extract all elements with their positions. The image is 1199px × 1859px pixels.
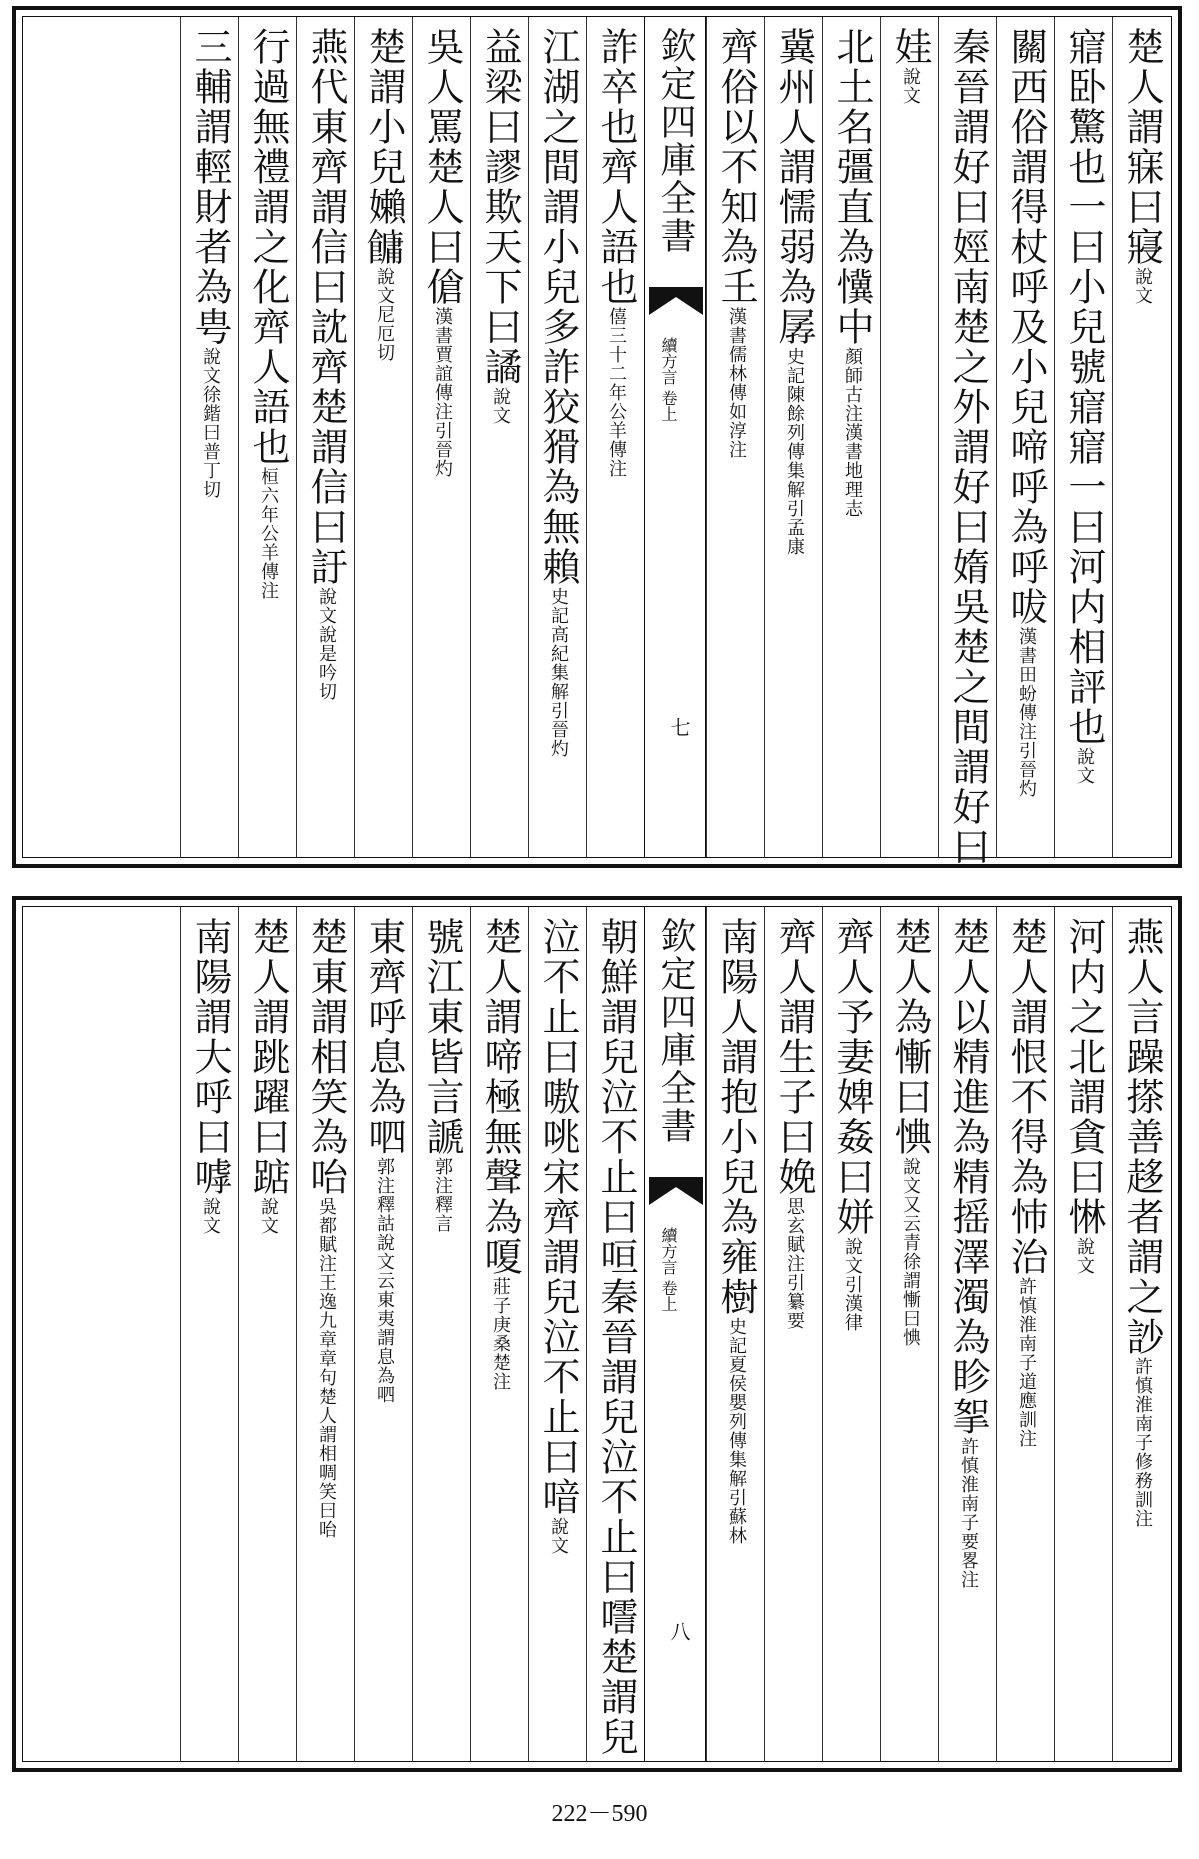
text-column	[238, 17, 296, 857]
column-text	[1061, 917, 1106, 1275]
column-text	[303, 27, 348, 701]
text-column	[764, 17, 822, 857]
text-column	[528, 907, 586, 1761]
main-text: 益梁曰謬欺天下曰譎	[478, 27, 522, 387]
annotation-note: 說文	[490, 387, 511, 425]
text-column	[296, 17, 354, 857]
text-column	[412, 907, 470, 1761]
annotation-note: 莊子庚桑楚注	[490, 1277, 511, 1391]
text-column	[586, 907, 644, 1761]
text-column	[180, 17, 238, 857]
center-margin-column	[644, 907, 706, 1761]
text-column	[470, 17, 528, 857]
annotation-note: 說文	[1074, 747, 1095, 785]
main-text: 楚謂小兒嬾𩞋	[362, 27, 406, 267]
main-text: 楚人為慚曰㥏	[888, 917, 932, 1157]
main-text: 楚人謂寐曰寢	[1120, 27, 1164, 267]
text-column	[180, 907, 238, 1761]
main-text: 齊俗以不知為𡈼	[714, 27, 758, 307]
text-column	[938, 907, 996, 1761]
text-column	[706, 17, 764, 857]
annotation-note: 漢書賈誼傳注引晉灼	[432, 307, 453, 478]
main-text: 朝鮮謂兒泣不止曰咺秦晉謂兒泣不止曰㘊楚謂兒	[594, 917, 638, 1757]
juan-label: 續方言 卷上	[659, 337, 678, 423]
column-text	[713, 27, 758, 459]
annotation-note: 說文說是吟切	[316, 587, 337, 701]
main-text: 河内之北謂貪曰惏	[1062, 917, 1106, 1237]
column-text	[1119, 27, 1164, 305]
column-text	[361, 27, 406, 362]
annotation-note: 漢書儒林傳如淳注	[726, 307, 747, 459]
main-text: 楚人謂啼極無聲為嗄	[478, 917, 522, 1277]
fishtail-mark-icon	[649, 287, 703, 317]
text-column	[1112, 907, 1170, 1761]
main-text: 吳人罵楚人曰傖	[420, 27, 464, 307]
annotation-note: 說文	[1074, 1237, 1095, 1275]
column-text	[713, 917, 758, 1545]
column-text	[1003, 917, 1048, 1448]
column-text	[593, 917, 638, 1757]
text-column	[996, 17, 1054, 857]
annotation-note: 說文又云青徐謂慚曰㥏	[900, 1157, 921, 1347]
column-text	[187, 917, 232, 1235]
main-text: 東齊呼息為呬	[362, 917, 406, 1157]
main-text: 娃	[888, 27, 932, 67]
bottom-page-frame	[22, 906, 1172, 1762]
main-text: 泣不止曰嗷咷宋齊謂兒泣不止曰喑	[536, 917, 580, 1517]
column-text	[187, 27, 232, 499]
main-text: 楚人謂跳躍曰踮	[246, 917, 290, 1197]
main-text: 江湖之間謂小兒多詐狡猾為無賴	[536, 27, 580, 587]
leaf-number: 八	[667, 1621, 691, 1641]
top-page-frame	[22, 16, 1172, 867]
text-column	[880, 907, 938, 1761]
column-text	[1003, 27, 1048, 798]
column-text	[1119, 917, 1164, 1528]
main-text: 楚人謂恨不得為㤄治	[1004, 917, 1048, 1277]
annotation-note: 史記高紀集解引晉灼	[548, 587, 569, 758]
main-text: 號江東皆言謕	[420, 917, 464, 1157]
text-column	[528, 17, 586, 857]
book-title-header: 欽定四庫全書	[655, 27, 696, 255]
column-text	[303, 917, 348, 1539]
column-text	[477, 917, 522, 1391]
text-column	[412, 17, 470, 857]
leaf-number: 七	[667, 717, 691, 737]
text-column	[1054, 17, 1112, 857]
main-text: 燕人言躁搽善趍者謂之訬	[1120, 917, 1164, 1357]
column-text	[829, 917, 874, 1332]
page-code: 222－590	[551, 1801, 648, 1827]
column-text	[829, 27, 874, 518]
annotation-note: 說文尼厄切	[374, 267, 395, 362]
annotation-note: 史記陳餘列傳集解引孟康	[784, 347, 805, 556]
main-text: 齊人予妻婢姦曰姘	[830, 917, 874, 1237]
text-column	[354, 907, 412, 1761]
annotation-note: 說文	[258, 1197, 279, 1235]
column-text	[771, 27, 816, 556]
annotation-note: 說文	[548, 1517, 569, 1555]
column-text	[945, 27, 990, 867]
column-text	[593, 27, 638, 478]
annotation-note: 郭注釋言	[432, 1157, 453, 1233]
annotation-note: 說文徐鍇曰普丁切	[200, 347, 221, 499]
main-text: 三輔謂輕財者為甹	[188, 27, 232, 347]
annotation-note: 思玄賦注引纂要	[784, 1197, 805, 1330]
annotation-note: 僖三十二年公羊傳注	[606, 307, 627, 478]
annotation-note: 說文	[900, 67, 921, 105]
juan-label: 續方言 卷上	[659, 1227, 678, 1313]
annotation-note: 漢書田蚡傳注引晉灼	[1016, 627, 1037, 798]
book-title-header: 欽定四庫全書	[655, 917, 696, 1145]
top-page	[12, 6, 1182, 868]
column-text	[535, 917, 580, 1555]
column-text	[887, 917, 932, 1347]
annotation-note: 許慎淮南子修務訓注	[1132, 1357, 1153, 1528]
column-text	[771, 917, 816, 1330]
annotation-note: 說文引漢律	[842, 1237, 863, 1332]
main-text: 南陽謂大呼曰嘑	[188, 917, 232, 1197]
main-text: 齊人謂生子曰娩	[772, 917, 816, 1197]
main-text: 寣卧驚也一曰小兒號寣寣一曰河内相評也	[1062, 27, 1106, 747]
column-text	[245, 27, 290, 600]
main-text: 詐卒也齊人語也	[594, 27, 638, 307]
fishtail-mark-icon	[649, 1177, 703, 1207]
column-text	[945, 917, 990, 1589]
annotation-note: 說文	[200, 1197, 221, 1235]
column-text	[419, 917, 464, 1233]
text-column	[764, 907, 822, 1761]
column-text	[1061, 27, 1106, 785]
text-column	[1112, 17, 1170, 857]
annotation-note: 說文	[1132, 267, 1153, 305]
column-text	[477, 27, 522, 425]
text-column	[354, 17, 412, 857]
column-text	[887, 27, 932, 105]
text-column	[822, 907, 880, 1761]
text-column	[586, 17, 644, 857]
center-margin-column	[644, 17, 706, 857]
column-text	[361, 917, 406, 1404]
annotation-note: 桓六年公羊傳注	[258, 467, 279, 600]
annotation-note: 顏師古注漢書地理志	[842, 347, 863, 518]
main-text: 楚東謂相笑為咍	[304, 917, 348, 1197]
column-text	[245, 917, 290, 1235]
main-text: 行過無禮謂之化齊人語也	[246, 27, 290, 467]
text-column	[706, 907, 764, 1761]
text-column	[470, 907, 528, 1761]
main-text: 北土名彊直為懻中	[830, 27, 874, 347]
text-column	[938, 17, 996, 867]
main-text: 南陽人謂抱小兒為雍樹	[714, 917, 758, 1317]
annotation-note: 許慎淮南子道應訓注	[1016, 1277, 1037, 1448]
main-text: 燕代東齊謂信曰訦齊楚謂信曰訏	[304, 27, 348, 587]
annotation-note: 史記夏侯嬰列傳集解引蘇林	[726, 1317, 747, 1545]
text-column	[822, 17, 880, 857]
main-text: 楚人以精進為精摇澤濁為眕挐	[946, 917, 990, 1437]
main-text: 關西俗謂得杖呼及小兒啼呼為呼㕹	[1004, 27, 1048, 627]
main-text: 秦晉謂好曰娙南楚之外謂好曰媠吳楚之間謂好曰	[946, 27, 990, 867]
column-text	[535, 27, 580, 758]
text-column	[238, 907, 296, 1761]
text-column	[1054, 907, 1112, 1761]
bottom-page	[12, 896, 1182, 1772]
main-text: 冀州人謂懦弱為孱	[772, 27, 816, 347]
column-text	[419, 27, 464, 478]
text-column	[996, 907, 1054, 1761]
text-column	[296, 907, 354, 1761]
annotation-note: 許慎淮南子要畧注	[958, 1437, 979, 1589]
text-column	[880, 17, 938, 857]
annotation-note: 郭注釋詁說文云東夷謂息為呬	[374, 1157, 395, 1404]
annotation-note: 吳都賦注王逸九章章句楚人謂相啁笑曰咍	[316, 1197, 337, 1539]
